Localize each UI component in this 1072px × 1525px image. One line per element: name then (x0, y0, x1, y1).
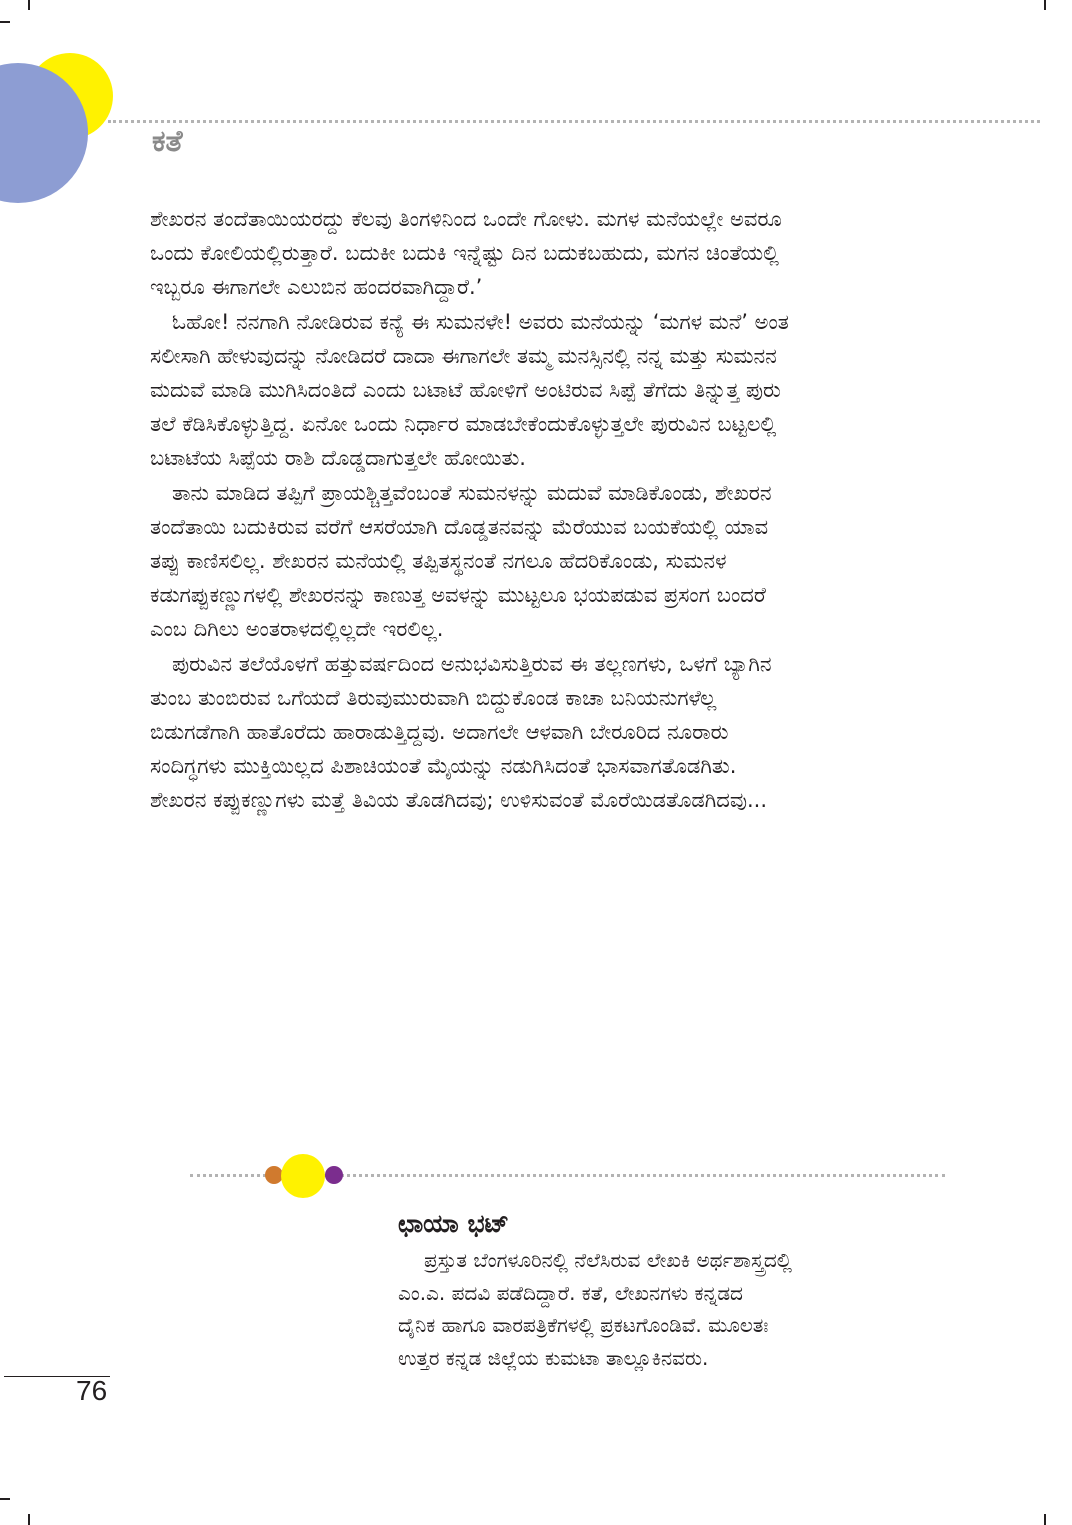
section-label: ಕತೆ (152, 124, 183, 159)
bio-line: ಪ್ರಸ್ತುತ ಬೆಂಗಳೂರಿನಲ್ಲಿ ನೆಲೆಸಿರುವ ಲೇಖಕಿ ಅರ್ಥಶಾಸ್ತ್ರದಲ್ಲಿ (424, 1248, 792, 1272)
story-line: ಶೇಖರನ ತಂದೆತಾಯಿಯರದ್ದು ಕೆಲವು ತಿಂಗಳಿನಿಂದ ಒಂದೇ ಗೋಳು. ಮಗಳ ಮನೆಯಲ್ಲೇ ಅವರೂ (150, 207, 782, 231)
story-line: ತುಂಬ ತುಂಬಿರುವ ಒಗೆಯದೆ ತಿರುವುಮುರುವಾಗಿ ಬಿದ್ದುಕೊಂಡ ಕಾಚಾ ಬನಿಯನುಗಳೆಲ್ಲ (150, 685, 717, 710)
story-line: ಸಲೀಸಾಗಿ ಹೇಳುವುದನ್ನು ನೋಡಿದರೆ ದಾದಾ ಈಗಾಗಲೇ ತಮ್ಮ ಮನಸ್ಸಿನಲ್ಲಿ ನನ್ನ ಮತ್ತು ಸುಮನನ (150, 343, 777, 368)
bio-line: ಎಂ.ಎ. ಪದವಿ ಪಡೆದಿದ್ದಾರೆ. ಕತೆ, ಲೇಖನಗಳು ಕನ್ನಡದ (398, 1280, 743, 1305)
story-line: ತಾನು ಮಾಡಿದ ತಪ್ಪಿಗೆ ಪ್ರಾಯಶ್ಚಿತ್ತವೆಂಬಂತೆ ಸುಮನಳನ್ನು ಮದುವೆ ಮಾಡಿಕೊಂಡು, ಶೇಖರನ (172, 480, 772, 505)
story-line: ಒಂದು ಕೋಲಿಯಲ್ಲಿರುತ್ತಾರೆ. ಬದುಕೀ ಬದುಕಿ ಇನ್ನೆಷ್ಟು ದಿನ ಬದುಕಬಹುದು, ಮಗನ ಚಿಂತೆಯಲ್ಲಿ (150, 241, 779, 266)
story-line: ಪುರುವಿನ ತಲೆಯೊಳಗೆ ಹತ್ತುವರ್ಷದಿಂದ ಅನುಭವಿಸುತ್ತಿರುವ ಈ ತಲ್ಲಣಗಳು, ಒಳಗೆ ಬ್ಯಾಗಿನ (172, 651, 772, 676)
yellow-dot (281, 1154, 325, 1198)
author-name: ಛಾಯಾ ಭಟ್ (398, 1209, 510, 1238)
story-line: ಮದುವೆ ಮಾಡಿ ಮುಗಿಸಿದಂತಿದೆ ಎಂದು ಬಟಾಟೆ ಹೋಳಿಗೆ ಅಂಟಿರುವ ಸಿಪ್ಪೆ ತೆಗೆದು ತಿನ್ನುತ್ತ ಪುರು (150, 378, 781, 403)
story-line: ಎಂಬ ದಿಗಿಲು ಅಂತರಾಳದಲ್ಲಿಲ್ಲದೇ ಇರಲಿಲ್ಲ. (150, 617, 444, 642)
story-line: ತಲೆ ಕೆಡಿಸಿಕೊಳ್ಳುತ್ತಿದ್ದ. ಏನೋ ಒಂದು ನಿರ್ಧಾರ ಮಾಡಬೇಕೆಂದುಕೊಳ್ಳುತ್ತಲೇ ಪುರುವಿನ ಬಟ್ಟಲಲ್ಲಿ (150, 412, 777, 437)
crop-mark (28, 1514, 30, 1525)
story-line: ಕಡುಗಪ್ಪುಕಣ್ಣುಗಳಲ್ಲಿ ಶೇಖರನನ್ನು ಕಾಣುತ್ತ ಅವಳನ್ನು ಮುಟ್ಟಲೂ ಭಯಪಡುವ ಪ್ರಸಂಗ ಬಂದರೆ (150, 583, 766, 608)
story-line: ಬಟಾಟೆಯ ಸಿಪ್ಪೆಯ ರಾಶಿ ದೊಡ್ಡದಾಗುತ್ತಲೇ ಹೋಯಿತು. (150, 446, 526, 471)
purple-dot (325, 1166, 343, 1184)
story-line: ಸಂದಿಗ್ಧಗಳು ಮುಕ್ತಿಯಿಲ್ಲದ ಪಿಶಾಚಿಯಂತೆ ಮೈಯನ್ನು ನಡುಗಿಸಿದಂತೆ ಭಾಸವಾಗತೊಡಗಿತು. (150, 754, 737, 779)
bio-line: ಉತ್ತರ ಕನ್ನಡ ಜಿಲ್ಲೆಯ ಕುಮಟಾ ತಾಲ್ಲೂಕಿನವರು. (398, 1345, 709, 1370)
story-line: ತಂದೆತಾಯಿ ಬದುಕಿರುವ ವರೆಗೆ ಆಸರೆಯಾಗಿ ದೊಡ್ಡತನವನ್ನು ಮೆರೆಯುವ ಬಯಕೆಯಲ್ಲಿ ಯಾವ (150, 514, 769, 539)
header-dotted-rule (108, 120, 1040, 123)
crop-mark (28, 0, 30, 10)
story-line: ಓಹೋ! ನನಗಾಗಿ ನೋಡಿರುವ ಕನ್ಯೆ ಈ ಸುಮನಳೇ! ಅವರು ಮನೆಯನ್ನು ‘ಮಗಳ ಮನೆ’ ಅಂತ (172, 309, 789, 334)
story-body (150, 202, 950, 818)
crop-mark (1044, 0, 1046, 10)
story-line: ಶೇಖರನ ಕಪ್ಪುಕಣ್ಣುಗಳು ಮತ್ತೆ ತಿವಿಯ ತೊಡಗಿದವು; ಉಳಿಸುವಂತೆ ಮೊರೆಯಿಡತೊಡಗಿದವು... (150, 788, 767, 813)
crop-mark (0, 1498, 10, 1500)
page-number: 76 (76, 1375, 108, 1406)
crop-mark (1044, 1514, 1046, 1525)
story-line: ಬಿಡುಗಡೆಗಾಗಿ ಹಾತೊರೆದು ಹಾರಾಡುತ್ತಿದ್ದವು. ಅದಾಗಲೇ ಆಳವಾಗಿ ಬೇರೂರಿದ ನೂರಾರು (150, 720, 729, 745)
author-bio (398, 1244, 938, 1374)
story-line: ಇಬ್ಬರೂ ಈಗಾಗಲೇ ಎಲುಬಿನ ಹಂದರವಾಗಿದ್ದಾರೆ.’ (150, 275, 483, 300)
crop-mark (0, 21, 10, 23)
bio-line: ದೈನಿಕ ಹಾಗೂ ವಾರಪತ್ರಿಕೆಗಳಲ್ಲಿ ಪ್ರಕಟಗೊಂಡಿವೆ. ಮೂಲತಃ (398, 1313, 769, 1337)
story-line: ತಪ್ಪು ಕಾಣಿಸಲಿಲ್ಲ. ಶೇಖರನ ಮನೆಯಲ್ಲಿ ತಪ್ಪಿತಸ್ಥನಂತೆ ನಗಲೂ ಹೆದರಿಕೊಂಡು, ಸುಮನಳ (150, 549, 727, 574)
